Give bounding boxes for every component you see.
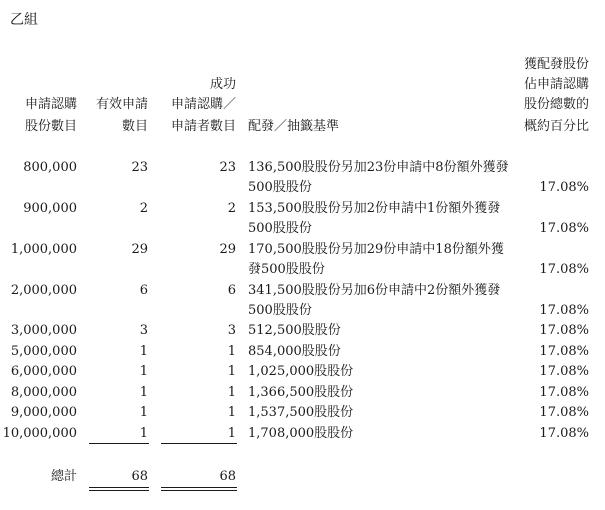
row-basis-line1: 136,500股股份另加23份申請中8份額外獲發 [248, 160, 509, 175]
total-valid: 68 [131, 469, 148, 484]
success-total-double-underline [161, 487, 237, 491]
row-pct: 17.08% [539, 303, 589, 318]
total-label: 總計 [50, 469, 77, 484]
row-success: 1 [227, 426, 236, 441]
header-success-line3: 申請者數目 [170, 119, 236, 134]
row-valid: 29 [131, 242, 148, 257]
header-success-line2: 申請認購／ [170, 97, 236, 112]
row-shares: 8,000,000 [10, 385, 77, 400]
row-pct: 17.08% [539, 180, 589, 195]
row-basis-line2: 發500股股份 [248, 262, 325, 277]
row-shares: 5,000,000 [10, 344, 77, 359]
valid-total-double-underline [89, 487, 149, 491]
row-basis-line1: 854,000股股份 [248, 344, 341, 359]
row-pct: 17.08% [539, 426, 589, 441]
header-pct-line1: 獲配發股份 [523, 57, 589, 72]
row-shares: 800,000 [23, 160, 77, 175]
header-basis: 配發／抽籤基準 [248, 119, 340, 134]
row-success: 3 [227, 323, 236, 338]
row-pct: 17.08% [539, 344, 589, 359]
row-pct: 17.08% [539, 405, 589, 420]
row-success: 29 [219, 242, 236, 257]
header-shares-line2: 股份數目 [24, 119, 77, 134]
row-valid: 1 [139, 426, 148, 441]
row-basis-line1: 1,708,000股股份 [248, 426, 354, 441]
header-valid-line2: 數目 [121, 119, 148, 134]
row-success: 1 [227, 344, 236, 359]
row-basis-line1: 1,366,500股股份 [248, 385, 354, 400]
row-basis-line2: 500股股份 [248, 303, 312, 318]
total-success: 68 [219, 469, 236, 484]
row-shares: 3,000,000 [10, 323, 77, 338]
row-shares: 1,000,000 [10, 242, 77, 257]
row-pct: 17.08% [539, 364, 589, 379]
row-basis-line2: 500股股份 [248, 180, 312, 195]
row-success: 2 [227, 201, 236, 216]
row-shares: 2,000,000 [10, 283, 77, 298]
row-valid: 3 [139, 323, 148, 338]
row-valid: 1 [139, 385, 148, 400]
row-success: 1 [227, 405, 236, 420]
row-valid: 1 [139, 364, 148, 379]
valid-sum-underline [89, 443, 149, 444]
header-shares-line1: 申請認購 [24, 97, 77, 112]
row-pct: 17.08% [539, 221, 589, 236]
row-basis-line2: 500股股份 [248, 221, 312, 236]
row-pct: 17.08% [539, 262, 589, 277]
row-valid: 23 [131, 160, 148, 175]
header-pct-line3: 股份總數的 [523, 97, 589, 112]
row-basis-line1: 170,500股股份另加29份申請中18份額外獲 [248, 242, 504, 257]
header-pct-line4: 概約百分比 [523, 119, 589, 134]
row-basis-line1: 1,537,500股股份 [248, 405, 354, 420]
header-valid-line1: 有效申請 [95, 97, 148, 112]
row-basis-line1: 341,500股股份另加6份申請中2份額外獲發 [248, 283, 501, 298]
header-pct-line2: 佔申請認購 [523, 77, 589, 92]
row-valid: 1 [139, 344, 148, 359]
row-basis-line1: 512,500股股份 [248, 323, 341, 338]
row-pct: 17.08% [539, 385, 589, 400]
row-success: 23 [219, 160, 236, 175]
row-valid: 6 [139, 283, 148, 298]
row-valid: 2 [139, 201, 148, 216]
row-pct: 17.08% [539, 323, 589, 338]
row-success: 6 [227, 283, 236, 298]
row-valid: 1 [139, 405, 148, 420]
section-title: 乙組 [10, 12, 38, 28]
success-sum-underline [161, 443, 237, 444]
row-success: 1 [227, 385, 236, 400]
row-basis-line1: 1,025,000股股份 [248, 364, 354, 379]
row-success: 1 [227, 364, 236, 379]
header-success-line1: 成功 [209, 77, 236, 92]
row-shares: 6,000,000 [10, 364, 77, 379]
row-shares: 9,000,000 [10, 405, 77, 420]
row-shares: 900,000 [23, 201, 77, 216]
row-shares: 10,000,000 [2, 426, 77, 441]
row-basis-line1: 153,500股股份另加2份申請中1份額外獲發 [248, 201, 501, 216]
